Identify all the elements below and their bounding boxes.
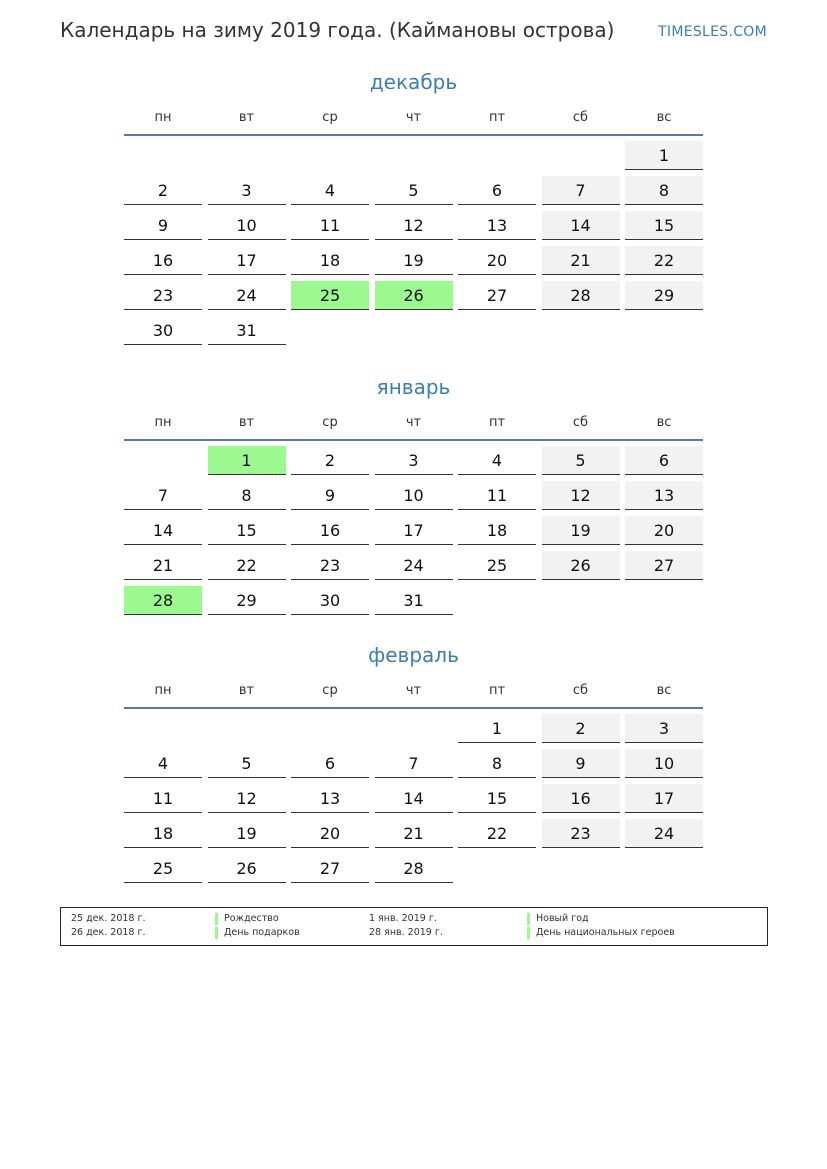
day-cell[interactable]: 22 — [208, 551, 286, 580]
day-cell[interactable]: 18 — [291, 246, 369, 275]
day-cell[interactable]: 5 — [542, 446, 620, 475]
weekday-label: вс — [656, 683, 672, 698]
day-cell[interactable]: 12 — [375, 211, 453, 240]
day-cell[interactable]: 10 — [625, 749, 703, 778]
day-cell[interactable]: 29 — [208, 586, 286, 615]
legend-holiday: День национальных героев — [527, 927, 675, 939]
day-cell[interactable]: 3 — [625, 714, 703, 743]
legend-row — [61, 927, 767, 940]
day-cell[interactable]: 25 — [458, 551, 536, 580]
day-cell[interactable]: 27 — [458, 281, 536, 310]
day-cell[interactable]: 7 — [542, 176, 620, 205]
page-title: Календарь на зиму 2019 года. (Каймановы острова) — [60, 18, 615, 42]
day-cell[interactable]: 23 — [124, 281, 202, 310]
weekday-label: сб — [572, 415, 589, 430]
day-cell[interactable]: 2 — [542, 714, 620, 743]
day-cell[interactable]: 9 — [124, 211, 202, 240]
day-cell[interactable]: 6 — [625, 446, 703, 475]
day-cell[interactable]: 27 — [625, 551, 703, 580]
day-cell[interactable]: 4 — [458, 446, 536, 475]
day-cell[interactable]: 5 — [375, 176, 453, 205]
day-cell[interactable]: 21 — [542, 246, 620, 275]
day-cell[interactable]: 2 — [124, 176, 202, 205]
holiday-legend — [60, 907, 768, 946]
day-cell[interactable]: 29 — [625, 281, 703, 310]
day-cell[interactable]: 24 — [208, 281, 286, 310]
weekday-label: пн — [154, 683, 172, 698]
legend-date: 28 янв. 2019 г. — [369, 927, 443, 938]
day-cell[interactable]: 1 — [625, 141, 703, 170]
header-divider — [124, 134, 703, 136]
day-cell[interactable]: 7 — [375, 749, 453, 778]
day-cell[interactable]: 13 — [458, 211, 536, 240]
weekday-label: вт — [238, 683, 255, 698]
day-cell[interactable]: 14 — [124, 516, 202, 545]
day-cell[interactable]: 19 — [375, 246, 453, 275]
day-cell[interactable]: 23 — [291, 551, 369, 580]
day-cell[interactable]: 20 — [458, 246, 536, 275]
legend-date: 25 дек. 2018 г. — [71, 913, 146, 924]
day-cell[interactable]: 15 — [208, 516, 286, 545]
empty-cell — [208, 714, 286, 742]
day-cell[interactable]: 8 — [625, 176, 703, 205]
day-cell[interactable]: 6 — [291, 749, 369, 778]
empty-cell — [124, 446, 202, 474]
weekday-header — [124, 110, 703, 132]
day-cell[interactable]: 5 — [208, 749, 286, 778]
empty-cell — [375, 714, 453, 742]
day-cell[interactable]: 22 — [458, 819, 536, 848]
legend-holiday: Рождество — [215, 913, 279, 925]
day-cell[interactable]: 13 — [625, 481, 703, 510]
legend-holiday: День подарков — [215, 927, 300, 939]
day-cell[interactable]: 31 — [375, 586, 453, 615]
day-cell[interactable]: 28 — [375, 854, 453, 883]
day-cell[interactable]: 26 — [542, 551, 620, 580]
day-cell[interactable]: 11 — [124, 784, 202, 813]
day-cell[interactable]: 16 — [291, 516, 369, 545]
weekday-label: пт — [488, 683, 506, 698]
day-cell[interactable]: 20 — [291, 819, 369, 848]
weekday-header — [124, 415, 703, 437]
weekday-label: пн — [154, 415, 172, 430]
weekday-label: вс — [656, 415, 672, 430]
day-cell[interactable]: 27 — [291, 854, 369, 883]
legend-date: 1 янв. 2019 г. — [369, 913, 437, 924]
day-cell[interactable]: 8 — [208, 481, 286, 510]
header-divider — [124, 439, 703, 441]
day-cell[interactable]: 9 — [291, 481, 369, 510]
day-cell[interactable]: 20 — [625, 516, 703, 545]
weekday-label: сб — [572, 110, 589, 125]
weekday-label: чт — [405, 415, 422, 430]
day-grid — [124, 446, 703, 615]
day-cell[interactable]: 15 — [625, 211, 703, 240]
day-cell[interactable]: 1 — [208, 446, 286, 475]
day-cell[interactable]: 30 — [124, 316, 202, 345]
day-cell[interactable]: 31 — [208, 316, 286, 345]
day-grid — [124, 714, 703, 883]
month-december — [124, 68, 703, 345]
day-cell[interactable]: 1 — [458, 714, 536, 743]
legend-date: 26 дек. 2018 г. — [71, 927, 146, 938]
weekday-label: пт — [488, 110, 506, 125]
day-cell[interactable]: 22 — [625, 246, 703, 275]
day-cell[interactable]: 18 — [124, 819, 202, 848]
empty-cell — [458, 141, 536, 169]
legend-row — [61, 913, 767, 926]
day-cell[interactable]: 16 — [542, 784, 620, 813]
weekday-label: ср — [322, 683, 338, 698]
day-cell[interactable]: 28 — [124, 586, 202, 615]
day-cell[interactable]: 10 — [375, 481, 453, 510]
month-january — [124, 373, 703, 615]
day-cell[interactable]: 25 — [291, 281, 369, 310]
weekday-label: сб — [572, 683, 589, 698]
day-cell[interactable]: 17 — [375, 516, 453, 545]
day-cell[interactable]: 23 — [542, 819, 620, 848]
day-grid — [124, 141, 703, 345]
day-cell[interactable]: 21 — [375, 819, 453, 848]
day-cell[interactable]: 26 — [208, 854, 286, 883]
day-cell[interactable]: 24 — [625, 819, 703, 848]
weekday-label: пн — [154, 110, 172, 125]
weekday-label: ср — [322, 110, 338, 125]
weekday-header — [124, 683, 703, 705]
day-cell[interactable]: 6 — [458, 176, 536, 205]
day-cell[interactable]: 3 — [375, 446, 453, 475]
day-cell[interactable]: 17 — [208, 246, 286, 275]
header-divider — [124, 707, 703, 709]
day-cell[interactable]: 12 — [542, 481, 620, 510]
day-cell[interactable]: 4 — [291, 176, 369, 205]
day-cell[interactable]: 24 — [375, 551, 453, 580]
day-cell[interactable]: 12 — [208, 784, 286, 813]
empty-cell — [291, 141, 369, 169]
day-cell[interactable]: 17 — [625, 784, 703, 813]
empty-cell — [542, 141, 620, 169]
day-cell[interactable]: 2 — [291, 446, 369, 475]
month-february — [124, 641, 703, 883]
empty-cell — [124, 714, 202, 742]
weekday-label: чт — [405, 683, 422, 698]
day-cell[interactable]: 30 — [291, 586, 369, 615]
weekday-label: вт — [238, 415, 255, 430]
legend-holiday: Новый год — [527, 913, 589, 925]
site-link[interactable]: TIMESLES.COM — [658, 24, 767, 40]
month-name: январь — [376, 375, 451, 399]
day-cell[interactable]: 3 — [208, 176, 286, 205]
month-name: февраль — [368, 643, 459, 667]
day-cell[interactable]: 11 — [291, 211, 369, 240]
day-cell[interactable]: 10 — [208, 211, 286, 240]
day-cell[interactable]: 9 — [542, 749, 620, 778]
weekday-label: пт — [488, 415, 506, 430]
empty-cell — [208, 141, 286, 169]
weekday-label: вт — [238, 110, 255, 125]
day-cell[interactable]: 15 — [458, 784, 536, 813]
day-cell[interactable]: 19 — [208, 819, 286, 848]
day-cell[interactable]: 26 — [375, 281, 453, 310]
month-name: декабрь — [369, 70, 458, 94]
weekday-label: вс — [656, 110, 672, 125]
day-cell[interactable]: 21 — [124, 551, 202, 580]
day-cell[interactable]: 7 — [124, 481, 202, 510]
day-cell[interactable]: 18 — [458, 516, 536, 545]
day-cell[interactable]: 8 — [458, 749, 536, 778]
day-cell[interactable]: 13 — [291, 784, 369, 813]
day-cell[interactable]: 14 — [542, 211, 620, 240]
day-cell[interactable]: 14 — [375, 784, 453, 813]
day-cell[interactable]: 25 — [124, 854, 202, 883]
empty-cell — [291, 714, 369, 742]
weekday-label: ср — [322, 415, 338, 430]
day-cell[interactable]: 19 — [542, 516, 620, 545]
day-cell[interactable]: 11 — [458, 481, 536, 510]
weekday-label: чт — [405, 110, 422, 125]
empty-cell — [375, 141, 453, 169]
day-cell[interactable]: 16 — [124, 246, 202, 275]
empty-cell — [124, 141, 202, 169]
day-cell[interactable]: 4 — [124, 749, 202, 778]
day-cell[interactable]: 28 — [542, 281, 620, 310]
